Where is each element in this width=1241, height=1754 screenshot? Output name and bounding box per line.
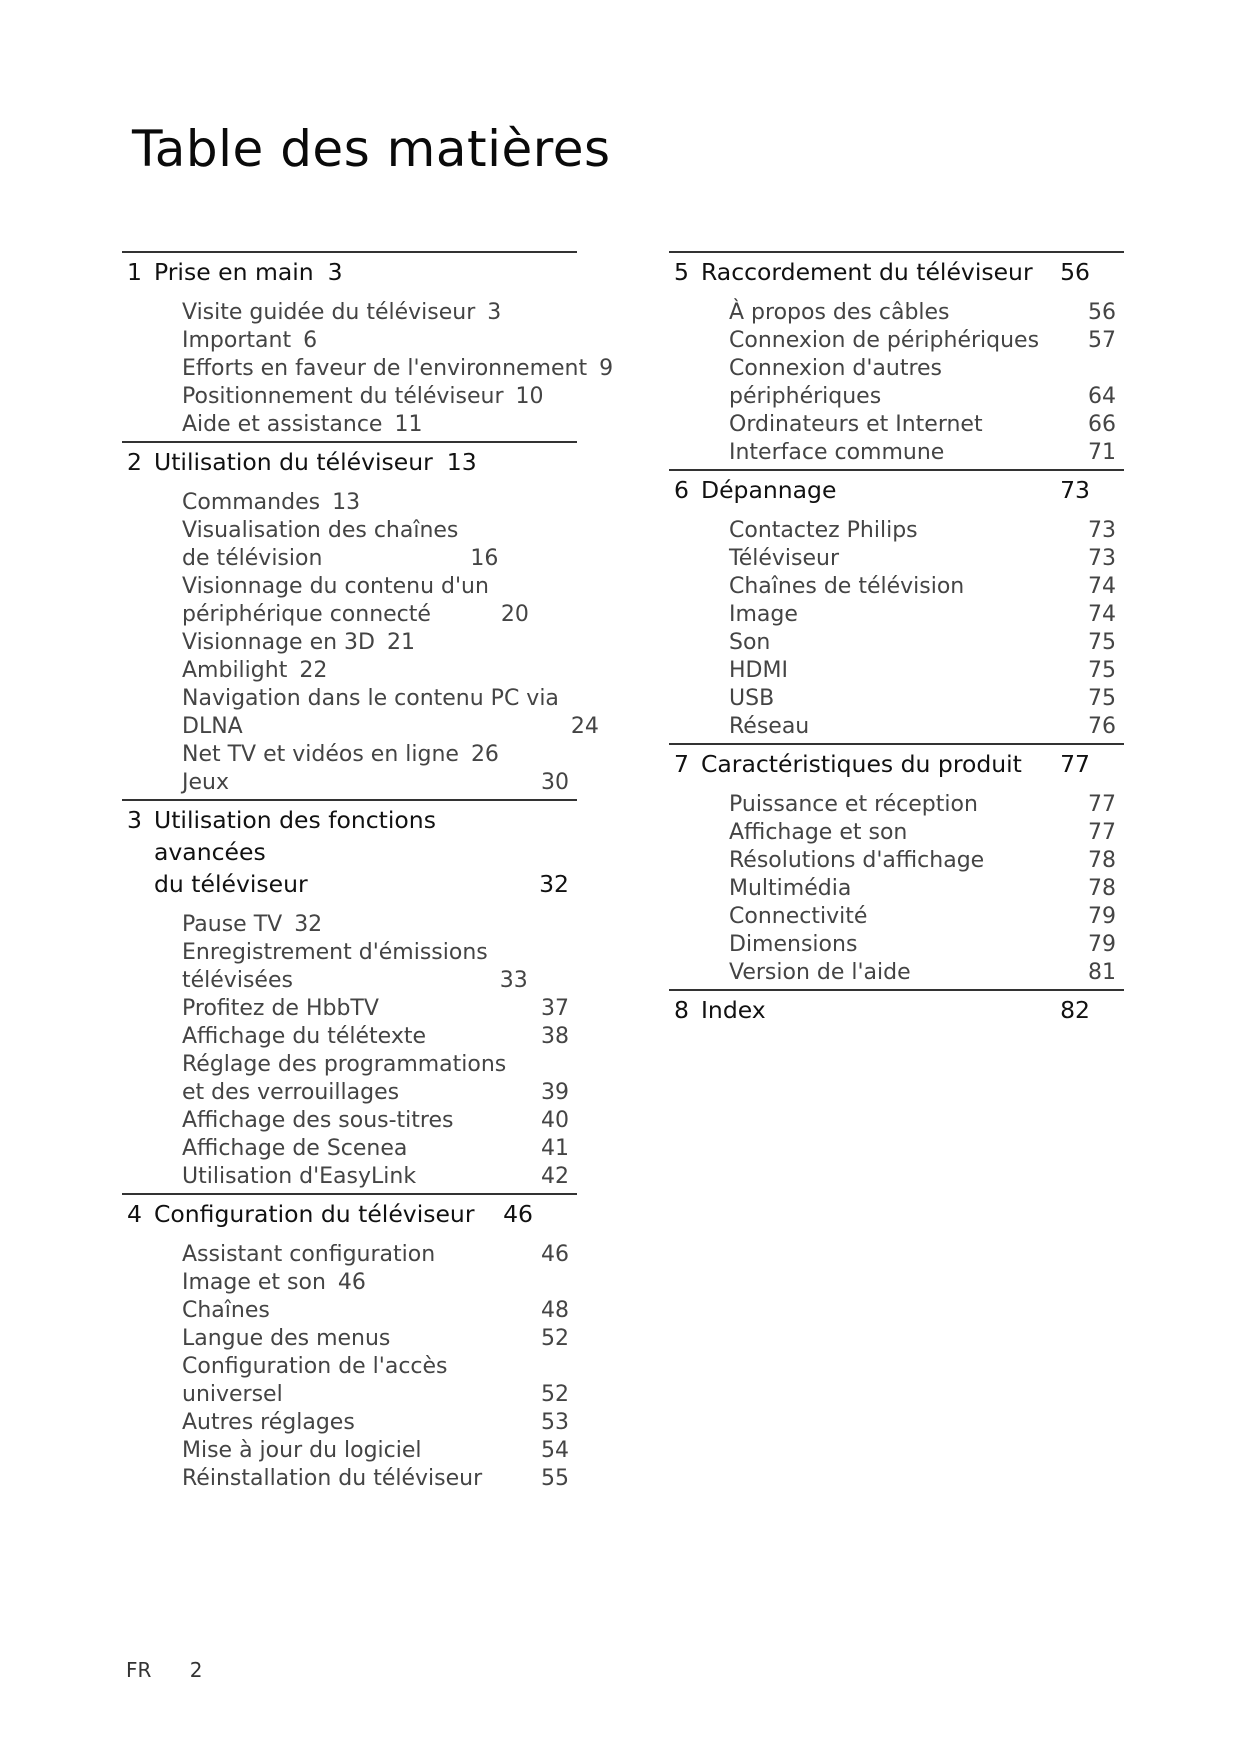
toc-entry-line: Commandes — [182, 490, 321, 515]
section-page-number: 46 — [503, 1200, 533, 1228]
toc-entry-page: 24 — [570, 714, 599, 739]
section-title-text: Index — [701, 996, 766, 1024]
toc-entry-list — [669, 506, 1124, 743]
toc-entry-page: 37 — [541, 996, 569, 1021]
toc-entry[interactable] — [182, 1163, 569, 1191]
toc-entry-page: 77 — [1088, 820, 1116, 845]
toc-entry-page: 42 — [541, 1164, 569, 1189]
toc-entry-line: Visualisation des chaînes — [182, 518, 459, 543]
toc-entry-line: Interface commune — [729, 440, 945, 465]
toc-entry-line: Important — [182, 328, 292, 353]
toc-entry-page: 78 — [1088, 876, 1116, 901]
toc-entry-line: Visionnage du contenu d'un — [182, 574, 489, 599]
toc-entry-title — [182, 327, 291, 355]
section-number: 4 — [127, 1200, 142, 1228]
section-page-number: 32 — [539, 870, 569, 898]
toc-entry-page: 32 — [294, 912, 323, 937]
toc-entry-title — [729, 439, 1088, 467]
toc-entry-page: 75 — [1088, 686, 1116, 711]
toc-entry-page: 64 — [1088, 384, 1116, 409]
toc-entry[interactable] — [182, 327, 569, 355]
toc-entry[interactable] — [729, 601, 1116, 629]
toc-entry-page: 73 — [1088, 546, 1116, 571]
toc-entry-line: Ordinateurs et Internet — [729, 412, 983, 437]
toc-entry-title — [729, 327, 1088, 355]
toc-entry-page: 46 — [337, 1270, 366, 1295]
section-title — [154, 1198, 503, 1230]
toc-entry-page: 54 — [541, 1438, 569, 1463]
section-number: 2 — [127, 448, 142, 476]
toc-entry-page: 78 — [1088, 848, 1116, 873]
toc-entry-line: Jeux — [182, 770, 229, 795]
toc-entry-title — [729, 573, 1088, 601]
section-title-text: Raccordement du téléviseur — [701, 258, 1033, 286]
toc-entry[interactable] — [729, 713, 1116, 741]
toc-entry-line: Affichage des sous-titres — [182, 1108, 454, 1133]
toc-entry[interactable] — [182, 769, 569, 797]
toc-entry-line: Visite guidée du téléviseur — [182, 300, 476, 325]
toc-entry[interactable] — [182, 517, 569, 573]
toc-entry-line: Réseau — [729, 714, 810, 739]
toc-entry[interactable] — [182, 383, 569, 411]
toc-entry-title — [729, 545, 1088, 573]
toc-entry-page: 26 — [470, 742, 499, 767]
toc-entry[interactable] — [182, 741, 569, 769]
toc-entry-page: 79 — [1088, 904, 1116, 929]
toc-entry-title — [729, 819, 1088, 847]
toc-entry-page: 11 — [394, 412, 423, 437]
toc-column-left — [122, 251, 614, 1495]
toc-entry[interactable] — [182, 1465, 569, 1493]
toc-entry-page: 81 — [1088, 960, 1116, 985]
toc-entry-page: 48 — [541, 1298, 569, 1323]
toc-entry[interactable] — [729, 355, 1116, 411]
toc-entry-line: Puissance et réception — [729, 792, 978, 817]
toc-entry-title — [182, 657, 287, 685]
section-title — [701, 994, 1050, 1026]
section-number: 1 — [127, 258, 142, 286]
toc-entry-list — [122, 478, 599, 799]
footer-page-number: 2 — [189, 1658, 203, 1682]
section-number: 8 — [674, 996, 689, 1024]
toc-entry-line: Utilisation d'EasyLink — [182, 1164, 417, 1189]
toc-entry-line: Multimédia — [729, 876, 852, 901]
toc-entry-line: Affichage et son — [729, 820, 908, 845]
toc-entry-page: 13 — [332, 490, 361, 515]
section-number: 5 — [674, 258, 689, 286]
toc-entry-page: 74 — [1088, 574, 1116, 599]
toc-entry-title — [729, 657, 1088, 685]
toc-entry-line: Mise à jour du logiciel — [182, 1438, 422, 1463]
section-title — [154, 804, 539, 900]
toc-entry-title — [182, 411, 382, 439]
toc-entry-page: 6 — [303, 328, 318, 353]
toc-entry-line: Image et son — [182, 1270, 326, 1295]
toc-entry-line: Affichage de Scenea — [182, 1136, 408, 1161]
toc-entry-title — [182, 355, 587, 383]
toc-entry-page: 71 — [1088, 440, 1116, 465]
toc-entry[interactable] — [729, 959, 1116, 987]
toc-entry-page: 52 — [541, 1382, 569, 1407]
page-footer — [126, 1658, 235, 1682]
section-number: 7 — [674, 750, 689, 778]
toc-entry-title — [182, 939, 488, 995]
section-title-text: Caractéristiques du produit — [701, 750, 1022, 778]
toc-entry-line: Configuration de l'accès universel — [182, 1354, 448, 1407]
toc-entry[interactable] — [729, 903, 1116, 931]
toc-entry-list — [122, 900, 577, 1193]
toc-entry-line: Chaînes de télévision — [729, 574, 965, 599]
toc-entry-line: Assistant configuration — [182, 1242, 436, 1267]
toc-entry-line: Son — [729, 630, 771, 655]
toc-entry-list — [122, 1230, 577, 1495]
toc-column-right — [669, 251, 1124, 1026]
toc-section-heading[interactable] — [122, 1193, 577, 1230]
page-title: Table des matières — [132, 120, 611, 178]
toc-entry[interactable] — [182, 995, 569, 1023]
toc-entry-title — [182, 1325, 541, 1353]
toc-entry-page: 75 — [1088, 630, 1116, 655]
toc-entry-title — [729, 629, 1088, 657]
toc-entry-page: 56 — [1088, 300, 1116, 325]
toc-entry-title — [729, 517, 1088, 545]
toc-entry[interactable] — [182, 685, 599, 741]
section-title-continuation: du téléviseur — [154, 870, 308, 898]
toc-entry-title — [182, 1241, 541, 1269]
toc-entry[interactable] — [729, 847, 1116, 875]
toc-entry-page: 22 — [299, 658, 328, 683]
toc-entry[interactable] — [729, 931, 1116, 959]
toc-entry-line: Connexion de périphériques — [729, 328, 1040, 353]
toc-entry[interactable] — [182, 1107, 569, 1135]
toc-entry[interactable] — [182, 411, 569, 439]
toc-entry[interactable] — [182, 1269, 569, 1297]
toc-entry[interactable] — [182, 657, 569, 685]
toc-entry-title — [182, 1107, 541, 1135]
toc-entry-line: Aide et assistance — [182, 412, 383, 437]
toc-entry[interactable] — [729, 819, 1116, 847]
toc-entry[interactable] — [729, 657, 1116, 685]
toc-entry-page: 38 — [541, 1024, 569, 1049]
toc-entry-line: Téléviseur — [729, 546, 839, 571]
toc-entry-line: Net TV et vidéos en ligne — [182, 742, 459, 767]
toc-entry-line: Affichage du télétexte — [182, 1024, 426, 1049]
toc-entry-page: 53 — [541, 1410, 569, 1435]
toc-entry-page: 79 — [1088, 932, 1116, 957]
toc-entry-page: 55 — [541, 1466, 569, 1491]
section-title — [701, 256, 1050, 288]
toc-entry-line: Version de l'aide — [729, 960, 911, 985]
toc-section-heading[interactable] — [669, 989, 1124, 1026]
toc-entry[interactable] — [182, 1409, 569, 1437]
section-page-number: 56 — [1060, 258, 1090, 286]
toc-section-heading[interactable] — [122, 251, 577, 288]
toc-entry-title — [182, 769, 541, 797]
toc-section-heading[interactable] — [669, 251, 1124, 288]
toc-entry-title — [729, 355, 1088, 411]
toc-entry-title — [182, 741, 459, 769]
toc-entry[interactable] — [729, 791, 1116, 819]
toc-entry[interactable] — [182, 939, 569, 995]
toc-entry-page: 39 — [541, 1080, 569, 1105]
section-page-number: 3 — [327, 258, 343, 286]
toc-entry-line: de télévision — [182, 546, 323, 571]
toc-entry-page: 9 — [599, 356, 614, 381]
section-number: 6 — [674, 476, 689, 504]
toc-entry-title — [182, 1465, 541, 1493]
toc-entry-line: périphérique connecté — [182, 602, 431, 627]
section-title-text: Configuration du téléviseur — [154, 1200, 475, 1228]
toc-entry[interactable] — [729, 875, 1116, 903]
toc-entry[interactable] — [182, 355, 614, 383]
toc-entry[interactable] — [182, 299, 569, 327]
toc-entry-title — [729, 875, 1088, 903]
toc-entry-title — [182, 1409, 541, 1437]
toc-entry-list — [669, 780, 1124, 989]
toc-entry-title — [182, 1269, 326, 1297]
toc-entry-line: Image — [729, 602, 798, 627]
toc-entry-line: Enregistrement d'émissions — [182, 940, 488, 965]
toc-entry-line: Profitez de HbbTV — [182, 996, 379, 1021]
toc-entry[interactable] — [729, 517, 1116, 545]
toc-entry[interactable] — [182, 1353, 569, 1409]
section-title-text: Utilisation du téléviseur — [154, 448, 433, 476]
toc-entry[interactable] — [729, 545, 1116, 573]
toc-entry-title — [182, 383, 504, 411]
toc-entry-title — [729, 411, 1088, 439]
toc-entry-title — [182, 1135, 541, 1163]
toc-entry-page: 41 — [541, 1136, 569, 1161]
toc-entry-page: 52 — [541, 1326, 569, 1351]
toc-entry-line: Navigation dans le contenu PC via — [182, 686, 559, 711]
toc-entry-list — [122, 288, 614, 441]
toc-entry-title — [182, 629, 375, 657]
toc-entry-line: Positionnement du téléviseur — [182, 384, 504, 409]
toc-entry[interactable] — [729, 411, 1116, 439]
toc-entry-line: et des verrouillages — [182, 1080, 400, 1105]
toc-entry-page: 57 — [1088, 328, 1116, 353]
toc-entry-page: 73 — [1088, 518, 1116, 543]
toc-entry[interactable] — [182, 1325, 569, 1353]
toc-entry-line: Réinstallation du téléviseur — [182, 1466, 483, 1491]
toc-entry-line: Connectivité — [729, 904, 868, 929]
toc-entry-line: Contactez Philips — [729, 518, 918, 543]
toc-entry-line: Pause TV — [182, 912, 283, 937]
toc-entry-title — [182, 1437, 541, 1465]
toc-entry-title — [182, 1297, 541, 1325]
toc-entry-page: 66 — [1088, 412, 1116, 437]
toc-entry[interactable] — [182, 1437, 569, 1465]
toc-entry-title — [182, 573, 489, 629]
toc-entry-title — [182, 517, 458, 573]
toc-section-heading[interactable] — [122, 799, 577, 900]
toc-entry[interactable] — [729, 439, 1116, 467]
toc-entry-line: HDMI — [729, 658, 788, 683]
toc-entry-page: 16 — [470, 546, 499, 571]
section-title — [154, 256, 314, 288]
toc-entry-page: 40 — [541, 1108, 569, 1133]
section-title — [701, 474, 1050, 506]
toc-entry-title — [729, 847, 1088, 875]
toc-entry-page: 21 — [386, 630, 415, 655]
toc-entry[interactable] — [182, 1135, 569, 1163]
toc-entry-line: DLNA — [182, 714, 243, 739]
toc-section-heading[interactable] — [669, 469, 1124, 506]
section-page-number: 13 — [446, 448, 477, 476]
toc-entry[interactable] — [182, 1023, 569, 1051]
toc-entry-title — [729, 959, 1088, 987]
toc-entry-line: Visionnage en 3D — [182, 630, 375, 655]
toc-entry-title — [182, 995, 541, 1023]
section-title — [701, 748, 1050, 780]
toc-entry[interactable] — [729, 629, 1116, 657]
toc-entry-title — [729, 791, 1088, 819]
toc-entry[interactable] — [182, 573, 569, 629]
section-page-number: 73 — [1060, 476, 1090, 504]
toc-entry-page: 74 — [1088, 602, 1116, 627]
toc-entry-list — [669, 288, 1124, 469]
section-title-text: Prise en main — [154, 258, 314, 286]
toc-entry-line: Résolutions d'affichage — [729, 848, 985, 873]
toc-entry-line: télévisées — [182, 968, 293, 993]
toc-entry-title — [729, 903, 1088, 931]
toc-entry-line: Chaînes — [182, 1298, 270, 1323]
toc-entry-line: USB — [729, 686, 775, 711]
toc-entry-page: 76 — [1088, 714, 1116, 739]
toc-entry-title — [729, 685, 1088, 713]
toc-entry-title — [182, 685, 559, 741]
toc-entry-line: Langue des menus — [182, 1326, 391, 1351]
section-title-text: Dépannage — [701, 476, 837, 504]
section-title-text: Utilisation des fonctions avancées — [154, 806, 436, 866]
toc-entry-title — [182, 1023, 541, 1051]
toc-entry-title — [182, 1051, 541, 1107]
toc-entry[interactable] — [729, 327, 1116, 355]
toc-entry-page: 75 — [1088, 658, 1116, 683]
toc-section-heading[interactable] — [122, 441, 577, 478]
toc-entry-line: Autres réglages — [182, 1410, 355, 1435]
toc-entry[interactable] — [182, 1297, 569, 1325]
toc-entry-title — [182, 911, 282, 939]
section-page-number: 82 — [1060, 996, 1090, 1024]
toc-entry-page: 33 — [499, 968, 528, 993]
toc-entry-page: 10 — [515, 384, 544, 409]
section-number: 3 — [127, 806, 142, 834]
toc-entry-line: Connexion d'autres périphériques — [729, 356, 943, 409]
toc-entry[interactable] — [182, 489, 569, 517]
toc-entry[interactable] — [729, 299, 1116, 327]
toc-entry[interactable] — [182, 911, 569, 939]
toc-entry-title — [729, 299, 1088, 327]
section-title — [154, 446, 433, 478]
toc-entry-page: 3 — [487, 300, 502, 325]
toc-entry[interactable] — [729, 685, 1116, 713]
toc-entry-page: 30 — [541, 770, 569, 795]
section-page-number: 77 — [1060, 750, 1090, 778]
toc-entry-page: 77 — [1088, 792, 1116, 817]
toc-entry-line: À propos des câbles — [729, 300, 950, 325]
toc-entry-title — [182, 299, 475, 327]
toc-entry-line: Dimensions — [729, 932, 858, 957]
toc-entry-line: Ambilight — [182, 658, 288, 683]
toc-entry-page: 20 — [500, 602, 529, 627]
toc-entry[interactable] — [182, 1241, 569, 1269]
toc-entry-title — [182, 1163, 541, 1191]
toc-entry-page: 46 — [541, 1242, 569, 1267]
toc-entry[interactable] — [729, 573, 1116, 601]
toc-entry-title — [729, 713, 1088, 741]
toc-entry[interactable] — [182, 1051, 569, 1107]
toc-entry-line: Réglage des programmations — [182, 1052, 507, 1077]
toc-section-heading[interactable] — [669, 743, 1124, 780]
footer-language: FR — [126, 1658, 152, 1682]
toc-entry-title — [182, 489, 320, 517]
toc-entry-line: Efforts en faveur de l'environnement — [182, 356, 588, 381]
toc-entry-title — [729, 931, 1088, 959]
toc-entry-title — [182, 1353, 541, 1409]
toc-entry-title — [729, 601, 1088, 629]
toc-entry[interactable] — [182, 629, 569, 657]
